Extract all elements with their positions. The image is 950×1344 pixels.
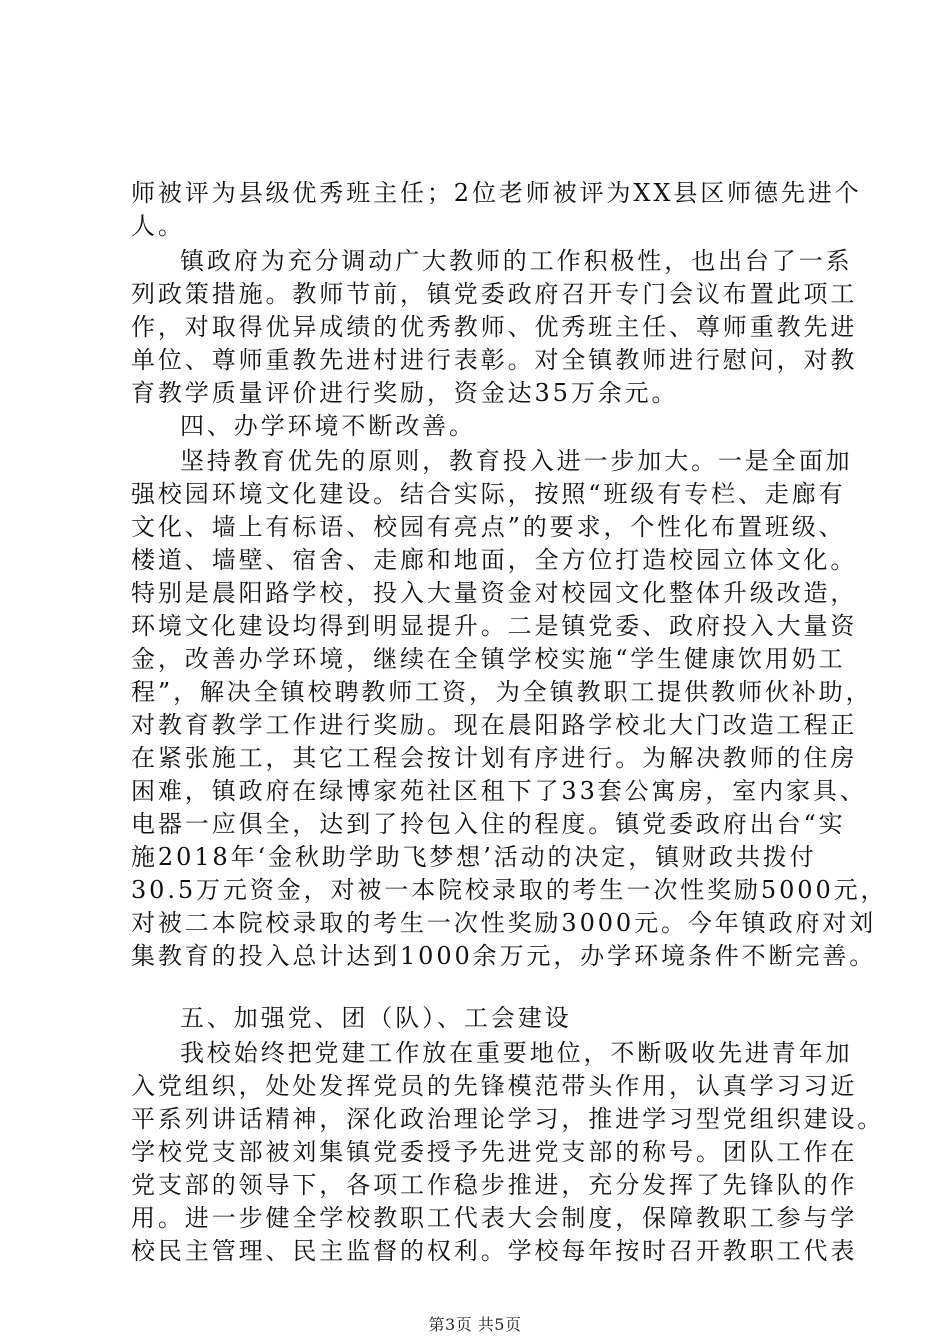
text-line: 育教学质量评价进行奖励，资金达35万余元。 [131, 379, 679, 407]
section-heading: 五、加强党、团（队）、工会建设 [180, 1004, 572, 1032]
text-line: 用。进一步健全学校教职工代表大会制度，保障教职工参与学 [131, 1204, 858, 1232]
text-line: 作，对取得优异成绩的优秀教师、优秀班主任、尊师重教先进 [131, 313, 858, 341]
text-line: 我校始终把党建工作放在重要地位，不断吸收先进青年加 [180, 1039, 853, 1067]
text-line: 环境文化建设均得到明显提升。二是镇党委、政府投入大量资 [131, 612, 858, 640]
text-line: 程”，解决全镇校聘教师工资，为全镇教职工提供教师伙补助， [131, 678, 873, 706]
text-line: 坚持教育优先的原则，教育投入进一步加大。一是全面加 [180, 447, 853, 475]
text-line: 学校党支部被刘集镇党委授予先进党支部的称号。团队工作在 [131, 1138, 858, 1166]
text-line: 特别是晨阳路学校，投入大量资金对校园文化整体升级改造， [131, 579, 858, 607]
text-line: 校民主管理、民主监督的权利。学校每年按时召开教职工代表 [131, 1237, 858, 1265]
text-line: 平系列讲话精神，深化政治理论学习，推进学习型党组织建设。 [131, 1105, 885, 1133]
text-line: 对教育教学工作进行奖励。现在晨阳路学校北大门改造工程正 [131, 711, 858, 739]
text-line: 强校园环境文化建设。结合实际，按照“班级有专栏、走廊有 [131, 480, 846, 508]
text-line: 在紧张施工，其它工程会按计划有序进行。为解决教师的住房 [131, 744, 858, 772]
text-line: 师被评为县级优秀班主任；2位老师被评为XX县区师德先进个 [131, 179, 862, 207]
text-line: 困难，镇政府在绿博家苑社区租下了33套公寓房，室内家具、 [131, 777, 867, 805]
text-line: 30.5万元资金，对被一本院校录取的考生一次性奖励5000元， [131, 876, 888, 904]
text-line: 文化、墙上有标语、校园有亮点”的要求，个性化布置班级、 [131, 513, 846, 541]
text-line: 党支部的领导下，各项工作稳步推进，充分发挥了先锋队的作 [131, 1171, 858, 1199]
text-line: 电器一应俱全，达到了拎包入住的程度。镇党委政府出台“实 [131, 810, 846, 838]
text-line: 入党组织，处处发挥党员的先锋模范带头作用，认真学习习近 [131, 1072, 858, 1100]
text-line: 人。 [131, 212, 185, 240]
text-line: 对被二本院校录取的考生一次性奖励3000元。今年镇政府对刘 [131, 909, 877, 937]
text-line: 集教育的投入总计达到1000余万元，办学环境条件不断完善。 [131, 942, 877, 970]
text-line: 单位、尊师重教先进村进行表彰。对全镇教师进行慰问，对教 [131, 346, 858, 374]
text-line: 镇政府为充分调动广大教师的工作积极性，也出台了一系 [180, 247, 853, 275]
text-line: 施2018年‘金秋助学助飞梦想’活动的决定，镇财政共拨付 [131, 843, 817, 871]
text-line: 列政策措施。教师节前，镇党委政府召开专门会议布置此项工 [131, 280, 858, 308]
section-heading: 四、办学环境不断改善。 [180, 412, 476, 440]
page-footer: 第3页 共5页 [428, 1315, 522, 1334]
text-line: 楼道、墙壁、宿舍、走廊和地面，全方位打造校园立体文化。 [131, 546, 858, 574]
text-line: 金，改善办学环境，继续在全镇学校实施“学生健康饮用奶工 [131, 645, 846, 673]
